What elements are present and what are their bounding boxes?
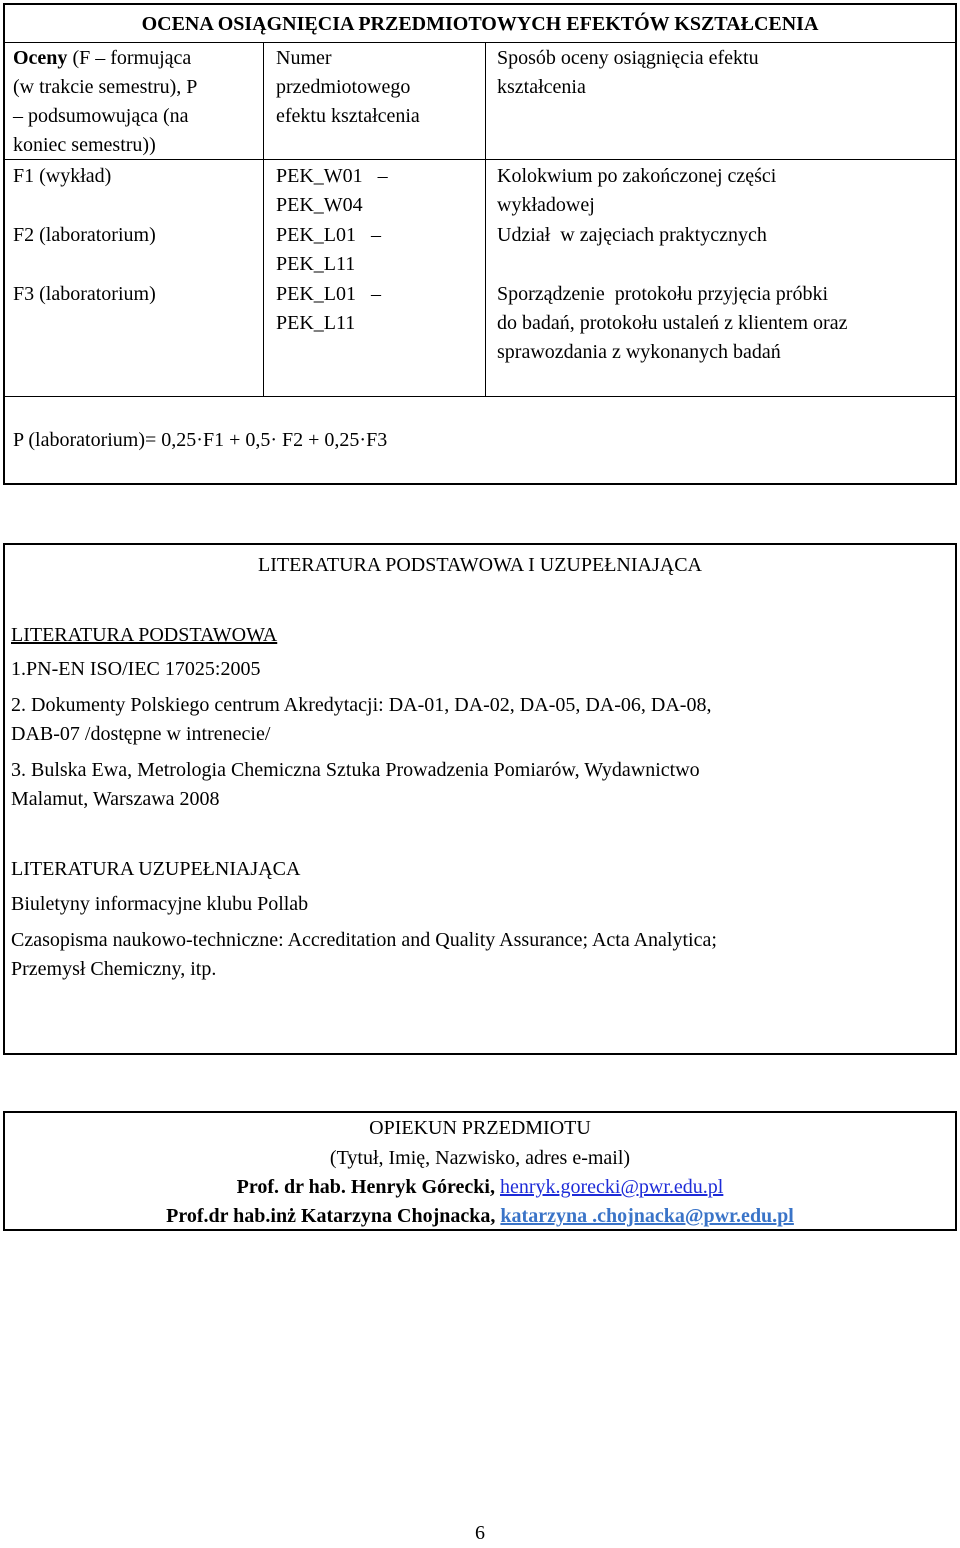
- row-f2-pek-line1: PEK_L01 –: [276, 224, 381, 246]
- supervisor-subtitle: (Tytuł, Imię, Nazwisko, adres e-mail): [329, 1147, 631, 1169]
- supplementary-literature-item-2: Czasopisma naukowo-techniczne: Accreditation and Quality Assurance; Acta Analytica;: [11, 929, 717, 951]
- row-f3-method-line1: Sporządzenie protokołu przyjęcia próbki: [497, 283, 828, 305]
- literature-title: LITERATURA PODSTAWOWA I UZUPEŁNIAJĄCA: [257, 554, 702, 576]
- supplementary-literature-item-2-cont: Przemysł Chemiczny, itp.: [11, 958, 217, 980]
- basic-literature-item-2: 2. Dokumenty Polskiego centrum Akredytacji: DA-01, DA-02, DA-05, DA-06, DA-08,: [11, 694, 712, 716]
- row-f3-pek-line2: PEK_L11: [276, 312, 356, 334]
- row-f2-method-line1: Udział w zajęciach praktycznych: [497, 224, 767, 246]
- supplementary-literature-item-1: Biuletyny informacyjne klubu Pollab: [11, 893, 309, 915]
- supervisor-1-email-link[interactable]: henryk.gorecki@pwr.edu.pl: [499, 1176, 724, 1198]
- row-f1-method-line1: Kolokwium po zakończonej części: [497, 165, 777, 187]
- header-method-line2: kształcenia: [497, 76, 586, 98]
- basic-literature-item-2-cont: DAB-07 /dostępne w intrenecie/: [11, 723, 271, 745]
- header-method-line1: Sposób oceny osiągnięcia efektu: [497, 47, 759, 69]
- grade-formula: P (laboratorium)= 0,25·F1 + 0,5· F2 + 0,25·F3: [13, 429, 388, 451]
- supervisor-1-name: Prof. dr hab. Henryk Górecki,: [236, 1176, 500, 1198]
- row-f1-pek-line1: PEK_W01 –: [276, 165, 388, 187]
- header-pek-line2: przedmiotowego: [276, 76, 411, 98]
- header-grades-line1: Oceny (F – formująca: [13, 47, 192, 69]
- row-f3-method-line3: sprawozdania z wykonanych badań: [497, 341, 781, 363]
- row-f3-method-line2: do badań, protokołu ustaleń z klientem oraz: [497, 312, 848, 334]
- page-number: 6: [475, 1522, 485, 1544]
- header-pek-line3: efektu kształcenia: [276, 105, 420, 127]
- supervisor-title: OPIEKUN PRZEDMIOTU: [369, 1117, 591, 1139]
- supervisor-person-1: [5, 1173, 955, 1202]
- basic-literature-item-3: 3. Bulska Ewa, Metrologia Chemiczna Sztuka Prowadzenia Pomiarów, Wydawnictwo: [11, 759, 700, 781]
- supervisor-2-name: Prof.dr hab.inż Katarzyna Chojnacka,: [166, 1205, 501, 1227]
- supervisor-person-2: [5, 1202, 955, 1231]
- row-f3-grade: F3 (laboratorium): [13, 283, 156, 305]
- row-f2-grade: F2 (laboratorium): [13, 224, 156, 246]
- assessment-title: OCENA OSIĄGNIĘCIA PRZEDMIOTOWYCH EFEKTÓW KSZTAŁCENIA: [141, 13, 819, 35]
- row-f3-pek-line1: PEK_L01 –: [276, 283, 381, 305]
- row-f2-pek-line2: PEK_L11: [276, 253, 356, 275]
- header-grades-line3: – podsumowująca (na: [13, 105, 189, 127]
- header-grades-line2: (w trakcie semestru), P: [13, 76, 198, 98]
- basic-literature-item-3-cont: Malamut, Warszawa 2008: [11, 788, 220, 810]
- supervisor-2-email-link[interactable]: katarzyna .chojnacka@pwr.edu.pl: [500, 1205, 794, 1227]
- header-grades-line4: koniec semestru)): [13, 134, 156, 156]
- header-pek-line1: Numer: [276, 47, 332, 69]
- row-f1-method-line2: wykładowej: [497, 194, 595, 216]
- row-f1-grade: F1 (wykład): [13, 165, 112, 187]
- basic-literature-heading: LITERATURA PODSTAWOWA: [11, 624, 278, 646]
- basic-literature-item-1: 1.PN-EN ISO/IEC 17025:2005: [11, 658, 261, 680]
- supplementary-literature-heading: LITERATURA UZUPEŁNIAJĄCA: [11, 858, 301, 880]
- row-f1-pek-line2: PEK_W04: [276, 194, 363, 216]
